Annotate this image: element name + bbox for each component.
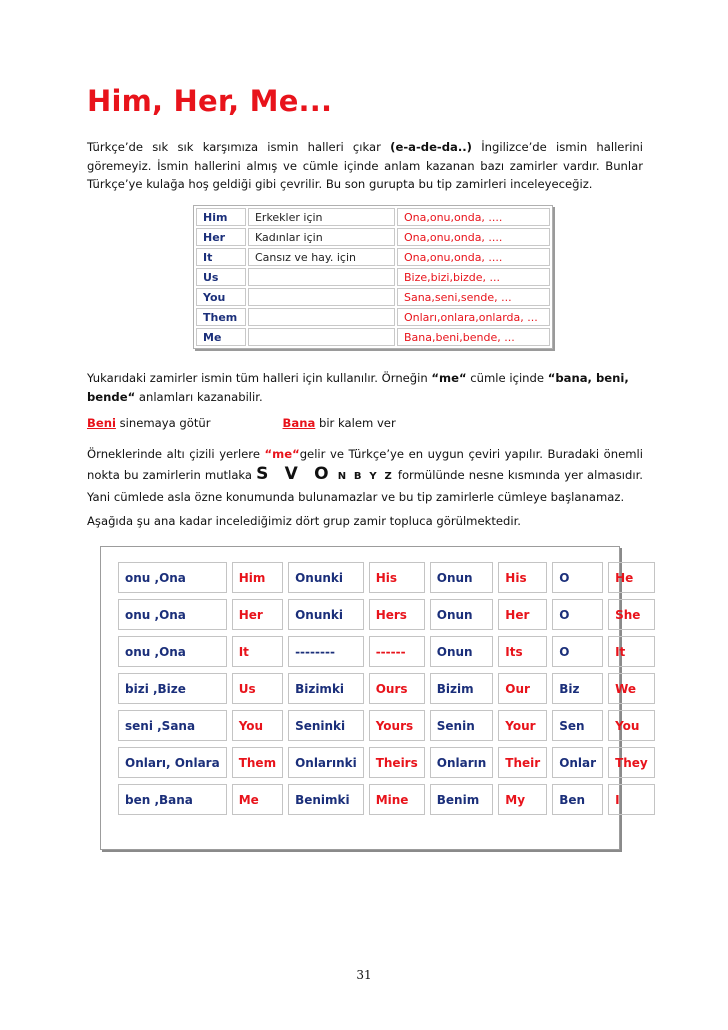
possessive-adj-en-cell: Our (498, 673, 547, 704)
possessive-pronoun-en-cell: Ours (369, 673, 425, 704)
possessive-adj-en-cell: Her (498, 599, 547, 630)
example-2-rest: bir kalem ver (315, 416, 396, 430)
possessive-adj-en-cell: Its (498, 636, 547, 667)
possessive-pronoun-en-cell: His (369, 562, 425, 593)
pronoun-row (196, 308, 550, 326)
para3-bold: “me“ (264, 447, 300, 461)
object-tr-cell: seni ,Sana (118, 710, 227, 741)
paragraph-summary: Aşağıda şu ana kadar incelediğimiz dört grup zamir topluca görülmektedir. (87, 514, 521, 528)
pronoun-en: You (196, 288, 246, 306)
example-1 (87, 416, 211, 430)
pronoun-forms: Onları,onlara,onlarda, ... (397, 308, 550, 326)
subject-tr-cell: O (552, 636, 603, 667)
object-tr-cell: onu ,Ona (118, 636, 227, 667)
object-en-cell: Them (232, 747, 283, 778)
subject-tr-cell: Onlar (552, 747, 603, 778)
possessive-adj-en-cell: Their (498, 747, 547, 778)
pronoun-en: It (196, 248, 246, 266)
pronoun-row (196, 228, 550, 246)
pronoun-row (196, 208, 550, 226)
pronoun-usage: Cansız ve hay. için (248, 248, 395, 266)
para3-text-3: formülünde nesne kısmında yer almasıdır. Yani cümlede asla özne konumunda bulunamazlar ve bu tip zamirlerle cümleye başlanamaz. (87, 468, 643, 504)
pronoun-usage (248, 288, 395, 306)
subject-en-cell: We (608, 673, 655, 704)
example-1-rest: sinemaya götür (115, 416, 211, 430)
para3-text-2: gelir ve Türkçe’ye en uygun çeviri yapılır. Buradaki önemli nokta bu zamirlerin mutlaka (87, 447, 643, 482)
object-tr-cell: ben ,Bana (118, 784, 227, 815)
subject-tr-cell: O (552, 562, 603, 593)
pronoun-forms: Ona,onu,onda, .... (397, 248, 550, 266)
examples-line (87, 414, 647, 433)
object-tr-cell: onu ,Ona (118, 562, 227, 593)
svo-formula: S V O (256, 464, 334, 484)
possessive-pronoun-tr-cell: Onunki (288, 599, 364, 630)
object-en-cell: Her (232, 599, 283, 630)
intro-paragraph (87, 138, 643, 194)
table-row (118, 673, 655, 704)
possessive-adj-en-cell: Your (498, 710, 547, 741)
subject-en-cell: They (608, 747, 655, 778)
subject-tr-cell: Ben (552, 784, 603, 815)
nbyz-formula: N B Y Z (337, 471, 394, 482)
possessive-adj-tr-cell: Onların (430, 747, 494, 778)
subject-en-cell: It (608, 636, 655, 667)
possessive-pronoun-en-cell: Theirs (369, 747, 425, 778)
possessive-pronoun-en-cell: Hers (369, 599, 425, 630)
subject-en-cell: You (608, 710, 655, 741)
possessive-adj-tr-cell: Benim (430, 784, 494, 815)
possessive-pronoun-tr-cell: -------- (288, 636, 364, 667)
possessive-pronoun-tr-cell: Seninki (288, 710, 364, 741)
pronoun-row (196, 288, 550, 306)
pronoun-usage: Kadınlar için (248, 228, 395, 246)
pronoun-groups-table (113, 556, 660, 821)
para2-text-1: Yukarıdaki zamirler ismin tüm halleri için kullanılır. Örneğin (87, 371, 432, 385)
intro-bold: (e-a-de-da..) (390, 140, 472, 154)
object-en-cell: Us (232, 673, 283, 704)
possessive-adj-tr-cell: Senin (430, 710, 494, 741)
subject-en-cell: I (608, 784, 655, 815)
possessive-pronoun-en-cell: Yours (369, 710, 425, 741)
para2-bold-2: “bana, beni, bende“ (87, 371, 629, 404)
subject-en-cell: She (608, 599, 655, 630)
pronoun-row (196, 328, 550, 346)
possessive-adj-en-cell: My (498, 784, 547, 815)
object-en-cell: Him (232, 562, 283, 593)
table-row (118, 747, 655, 778)
pronoun-forms: Bana,beni,bende, ... (397, 328, 550, 346)
pronoun-table (193, 205, 553, 349)
possessive-adj-tr-cell: Onun (430, 636, 494, 667)
possessive-pronoun-tr-cell: Onlarınki (288, 747, 364, 778)
example-2-word: Bana (282, 416, 316, 430)
intro-text-2: İngilizce’de ismin hallerini göremeyiz. İsmin hallerini almış ve cümle içinde anlam kazanan bazı zamirler vardır. Bunlar Türkçe’ye kulağa hoş geldiği gibi çevrilir. Bu son gurupta bu tip zamirleri inceleyeceğiz. (87, 140, 643, 191)
subject-tr-cell: O (552, 599, 603, 630)
pronoun-en: Me (196, 328, 246, 346)
paragraph-svo (87, 444, 643, 507)
pronoun-en: Her (196, 228, 246, 246)
pronoun-usage (248, 328, 395, 346)
pronoun-row (196, 248, 550, 266)
table-row (118, 562, 655, 593)
table-row (118, 710, 655, 741)
possessive-pronoun-en-cell: ------ (369, 636, 425, 667)
example-2 (283, 416, 396, 430)
pronoun-en: Them (196, 308, 246, 326)
possessive-pronoun-tr-cell: Bizimki (288, 673, 364, 704)
pronoun-usage (248, 268, 395, 286)
pronoun-forms: Sana,seni,sende, ... (397, 288, 550, 306)
object-tr-cell: bizi ,Bize (118, 673, 227, 704)
para2-bold-1: “me“ (431, 371, 467, 385)
possessive-adj-tr-cell: Onun (430, 562, 494, 593)
para3-text-1: Örneklerinde altı çizili yerlere (87, 447, 265, 461)
pronoun-forms: Ona,onu,onda, .... (397, 208, 550, 226)
possessive-pronoun-tr-cell: Onunki (288, 562, 364, 593)
pronoun-forms: Ona,onu,onda, .... (397, 228, 550, 246)
example-1-word: Beni (87, 416, 116, 430)
pronoun-usage: Erkekler için (248, 208, 395, 226)
para2-text-2: cümle içinde (466, 371, 548, 385)
possessive-pronoun-en-cell: Mine (369, 784, 425, 815)
object-en-cell: It (232, 636, 283, 667)
pronoun-en: Us (196, 268, 246, 286)
object-en-cell: Me (232, 784, 283, 815)
possessive-adj-en-cell: His (498, 562, 547, 593)
possessive-adj-tr-cell: Bizim (430, 673, 494, 704)
subject-en-cell: He (608, 562, 655, 593)
pronoun-row (196, 268, 550, 286)
possessive-pronoun-tr-cell: Benimki (288, 784, 364, 815)
object-tr-cell: Onları, Onlara (118, 747, 227, 778)
pronoun-usage (248, 308, 395, 326)
possessive-adj-tr-cell: Onun (430, 599, 494, 630)
para2-text-3: anlamları kazanabilir. (135, 389, 263, 404)
object-tr-cell: onu ,Ona (118, 599, 227, 630)
page-title: Him, Her, Me... (87, 84, 333, 118)
table-row (118, 784, 655, 815)
object-en-cell: You (232, 710, 283, 741)
table-row (118, 636, 655, 667)
table-row (118, 599, 655, 630)
pronoun-groups-table-frame (100, 546, 648, 850)
intro-text-1: Türkçe’de sık sık karşımıza ismin halleri çıkar (87, 140, 391, 154)
subject-tr-cell: Sen (552, 710, 603, 741)
page-number: 31 (356, 968, 372, 982)
subject-tr-cell: Biz (552, 673, 603, 704)
pronoun-en: Him (196, 208, 246, 226)
pronoun-forms: Bize,bizi,bizde, ... (397, 268, 550, 286)
paragraph-usage (87, 369, 647, 406)
